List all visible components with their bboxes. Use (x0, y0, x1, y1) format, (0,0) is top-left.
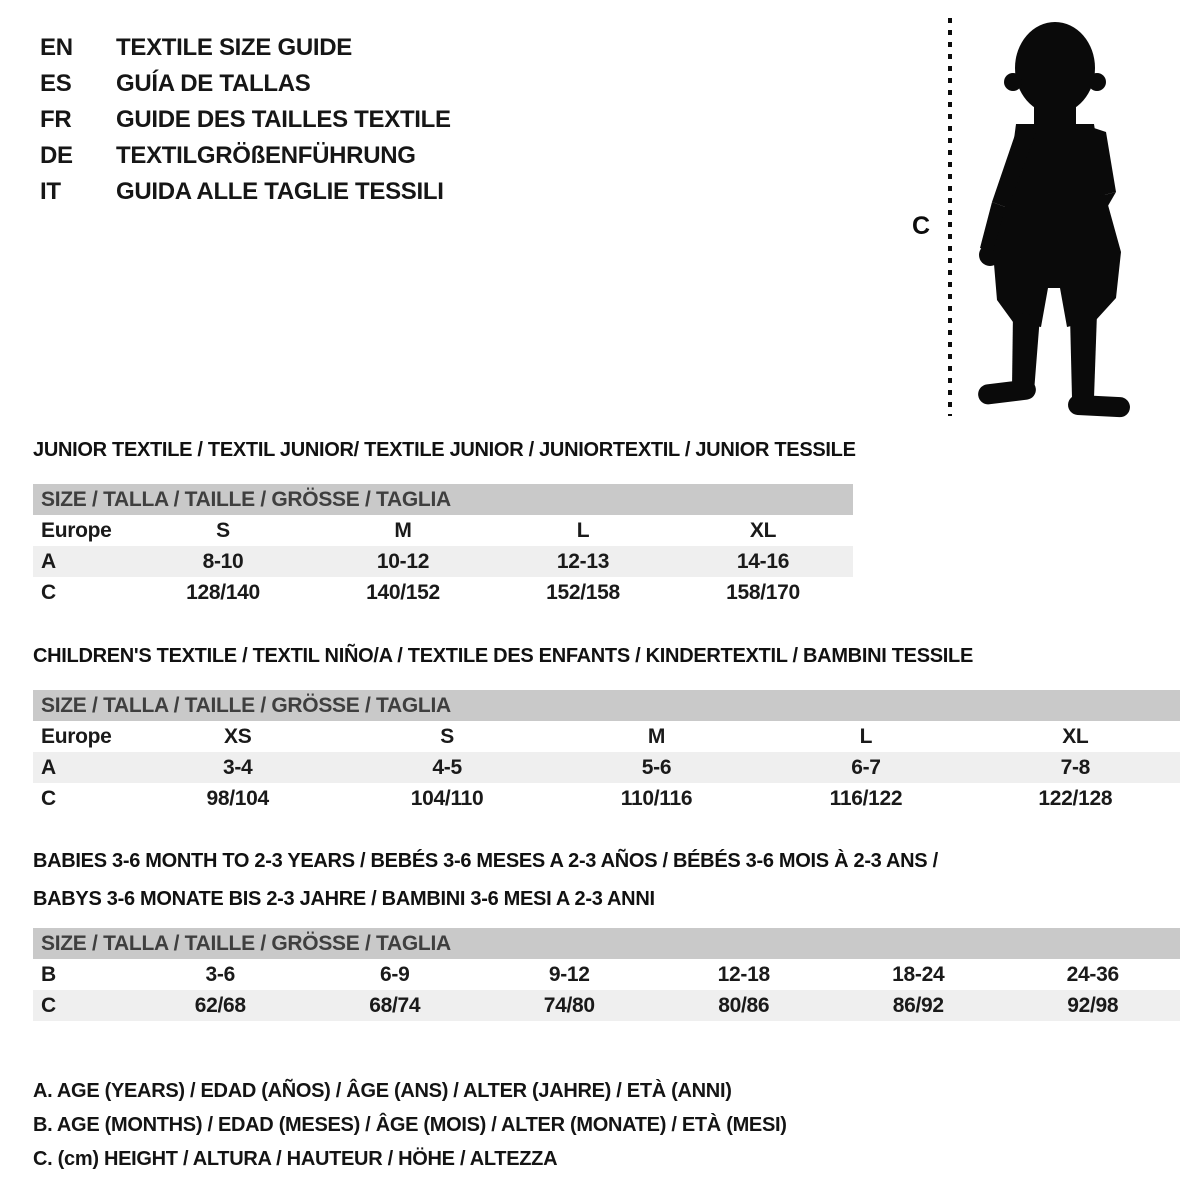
row-label-cell: C (41, 787, 56, 810)
size-cell: 24-36 (1066, 963, 1119, 986)
row-label-cell: Europe (41, 519, 112, 542)
table-row (33, 752, 1180, 783)
size-table-header-band: SIZE / TALLA / TAILLE / GRÖSSE / TAGLIA (33, 928, 1180, 959)
size-cell: 12-18 (717, 963, 770, 986)
size-cell: 14-16 (736, 550, 790, 573)
size-cell: S (440, 725, 454, 748)
language-title: TEXTILE SIZE GUIDE (116, 34, 352, 61)
size-table-header-band: SIZE / TALLA / TAILLE / GRÖSSE / TAGLIA (33, 690, 1180, 721)
size-cell: 74/80 (543, 994, 595, 1017)
language-code: DE (40, 142, 73, 169)
size-cell: XL (749, 519, 777, 542)
size-cell: S (216, 519, 230, 542)
language-code: IT (40, 178, 61, 205)
language-code: FR (40, 106, 72, 133)
legend (33, 1074, 787, 1176)
language-code: EN (40, 34, 73, 61)
legend-line-b: B. AGE (MONTHS) / EDAD (MESES) / ÂGE (MOIS) / ALTER (MONATE) / ETÀ (MESI) (33, 1114, 787, 1136)
size-cell: 158/170 (726, 581, 800, 604)
size-cell: 110/116 (620, 787, 693, 810)
language-row (40, 66, 451, 102)
section-title-junior: JUNIOR TEXTILE / TEXTIL JUNIOR/ TEXTILE JUNIOR / JUNIORTEXTIL / JUNIOR TESSILE (33, 439, 856, 461)
size-cell: XS (223, 725, 252, 748)
table-row (33, 546, 853, 577)
language-title: GUIDE DES TAILLES TEXTILE (116, 106, 451, 133)
height-measure-label: C (912, 212, 931, 240)
row-label-cell: B (41, 963, 56, 986)
size-cell: 6-9 (380, 963, 410, 986)
language-title: GUÍA DE TALLAS (116, 70, 311, 97)
babies-size-table (33, 928, 1180, 1021)
size-cell: 68/74 (369, 994, 421, 1017)
size-cell: M (647, 725, 666, 748)
table-row (33, 577, 853, 608)
table-row (33, 990, 1180, 1021)
size-cell: 128/140 (186, 581, 260, 604)
size-cell: 4-5 (432, 756, 462, 779)
legend-line-a: A. AGE (YEARS) / EDAD (AÑOS) / ÂGE (ANS) / ALTER (JAHRE) / ETÀ (ANNI) (33, 1080, 732, 1102)
size-cell: 62/68 (194, 994, 246, 1017)
table-row (33, 515, 853, 546)
size-cell: 12-13 (556, 550, 610, 573)
language-row (40, 30, 451, 66)
children-size-table (33, 690, 1180, 814)
size-cell: 5-6 (641, 756, 672, 779)
size-cell: 7-8 (1060, 756, 1091, 779)
row-label-cell: Europe (41, 725, 112, 748)
size-cell: 122/128 (1038, 787, 1113, 810)
language-title: GUIDA ALLE TAGLIE TESSILI (116, 178, 444, 205)
size-cell: 3-6 (205, 963, 235, 986)
height-measure-dashed-line (948, 18, 952, 416)
size-cell: 6-7 (851, 756, 881, 779)
size-cell: M (394, 519, 412, 542)
table-row (33, 721, 1180, 752)
language-list (40, 30, 451, 210)
row-label-cell: A (41, 756, 56, 779)
language-title: TEXTILGRÖßENFÜHRUNG (116, 142, 416, 169)
size-cell: 116/122 (829, 787, 903, 810)
row-label-cell: C (41, 581, 56, 604)
language-row (40, 102, 451, 138)
size-cell: 152/158 (546, 581, 620, 604)
row-label-cell: A (41, 550, 56, 573)
size-cell: 80/86 (718, 994, 770, 1017)
section-title-children: CHILDREN'S TEXTILE / TEXTIL NIÑO/A / TEXTILE DES ENFANTS / KINDERTEXTIL / BAMBINI TESSILE (33, 645, 973, 667)
language-row (40, 174, 451, 210)
section-title-babies-line2: BABYS 3-6 MONATE BIS 2-3 JAHRE / BAMBINI 3-6 MESI A 2-3 ANNI (33, 888, 655, 910)
size-cell: 104/110 (410, 787, 484, 810)
size-cell: 8-10 (202, 550, 244, 573)
size-cell: L (859, 725, 873, 748)
language-row (40, 138, 451, 174)
size-cell: 3-4 (222, 756, 253, 779)
size-cell: 86/92 (892, 994, 944, 1017)
size-table-header-band: SIZE / TALLA / TAILLE / GRÖSSE / TAGLIA (33, 484, 853, 515)
size-cell: 9-12 (548, 963, 590, 986)
table-row (33, 959, 1180, 990)
table-row (33, 783, 1180, 814)
section-title-babies-line1: BABIES 3-6 MONTH TO 2-3 YEARS / BEBÉS 3-6 MESES A 2-3 AÑOS / BÉBÉS 3-6 MOIS À 2-3 ANS / (33, 850, 938, 872)
size-cell: 98/104 (206, 787, 269, 810)
size-cell: 10-12 (376, 550, 430, 573)
size-cell: L (576, 519, 590, 542)
junior-size-table (33, 484, 853, 608)
size-cell: XL (1062, 725, 1089, 748)
size-cell: 92/98 (1067, 994, 1119, 1017)
size-cell: 140/152 (366, 581, 440, 604)
baby-silhouette-icon (968, 20, 1138, 420)
row-label-cell: C (41, 994, 56, 1017)
language-code: ES (40, 70, 72, 97)
size-cell: 18-24 (892, 963, 945, 986)
legend-line-c: C. (cm) HEIGHT / ALTURA / HAUTEUR / HÖHE / ALTEZZA (33, 1148, 558, 1170)
